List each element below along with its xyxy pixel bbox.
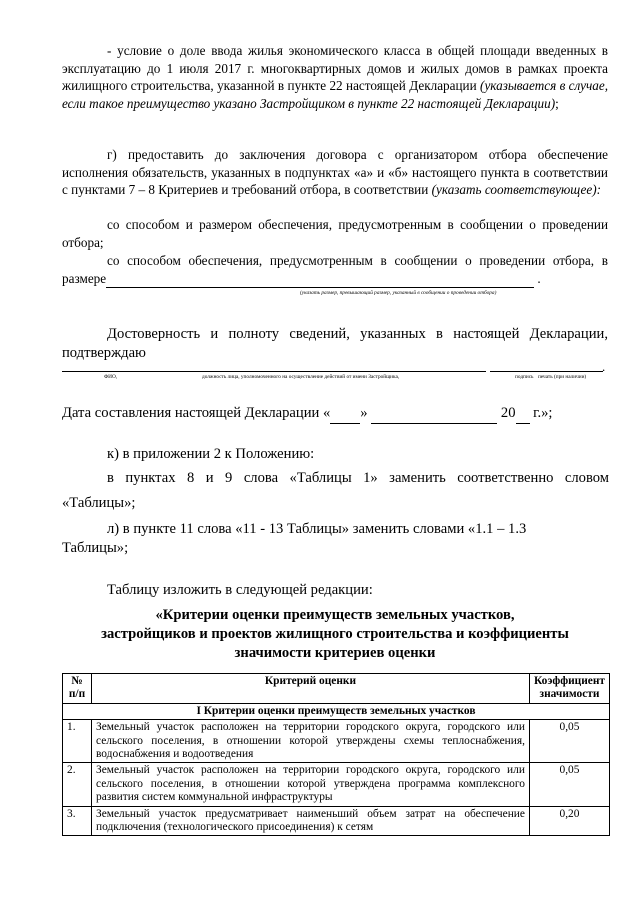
paragraph-date xyxy=(62,404,608,424)
section-title: I Критерии оценки преимуществ земельных участков xyxy=(63,703,610,719)
table-section-row xyxy=(63,703,610,719)
paragraph-points-8-9-cont xyxy=(62,494,608,513)
paragraph-points-8-9 xyxy=(107,469,609,488)
paragraph-text: в пунктах 8 и 9 слова «Таблицы 1» заменить соответственно словом xyxy=(107,470,609,486)
paragraph-text: к) в приложении 2 к Положению: xyxy=(107,446,315,462)
row-criterion: Земельный участок расположен на территории городского округа, городского или сельского поселения, в отношении которой утверждена программа комплексного развития систем коммунальной инфраструктуры xyxy=(92,763,530,806)
header-criterion: Критерий оценки xyxy=(92,674,530,704)
amount-blank-line xyxy=(106,270,534,289)
paragraph-security-option-1 xyxy=(62,216,608,251)
table-title-line: значимости критериев оценки xyxy=(234,645,436,661)
paragraph-text: ; xyxy=(555,95,559,111)
paragraph-text: » xyxy=(360,405,368,421)
row-coefficient: 0,20 xyxy=(529,806,609,836)
table-title-line: застройщиков и проектов жилищного строительства и коэффициенты xyxy=(101,626,569,642)
signature-line-sign xyxy=(490,371,603,372)
row-number: 3. xyxy=(63,806,92,836)
date-year-blank xyxy=(516,404,530,424)
row-number: 1. xyxy=(63,720,92,763)
date-day-blank xyxy=(330,404,360,424)
row-coefficient: 0,05 xyxy=(529,763,609,806)
table-title-line: «Критерии оценки преимуществ земельных участков, xyxy=(155,607,515,623)
paragraph-point-11-cont xyxy=(62,539,608,558)
paragraph-security-option-2 xyxy=(62,252,608,288)
paragraph-text: г) предоставить до заключения договора с организатором отбора обеспечение исполнения обязательств, указанных в подпунктах «а» и «б» настоящего пункта в соответствии с пунктами 7 – 8 Критериев и требований отбора, в соответствии xyxy=(62,147,608,197)
paragraph-text: г.»; xyxy=(529,405,553,421)
table-title xyxy=(62,606,608,663)
paragraph-point-11 xyxy=(107,520,547,539)
signature-line-name xyxy=(62,371,486,372)
row-number: 2. xyxy=(63,763,92,806)
paragraph-text: - условие о доле ввода жилья экономического класса в общей площади введенных в эксплуатацию до 1 июля 2017 г. многоквартирных домов и жилых домов в рамках проекта жилищного строительства, указанной в пункте 22 настоящей Декларации xyxy=(62,43,608,93)
table-header-row xyxy=(63,674,610,704)
signature-caption-seal: печать (при наличии) xyxy=(538,374,587,380)
paragraph-table-intro xyxy=(107,581,607,600)
row-coefficient: 0,05 xyxy=(529,720,609,763)
table-row xyxy=(63,806,610,836)
paragraph-italic-note: (указать соответствующее): xyxy=(431,182,602,197)
row-criterion: Земельный участок предусматривает наименьший объем затрат на обеспечение подключения (технологического присоединения) к сетям xyxy=(92,806,530,836)
paragraph-confirmation xyxy=(62,325,608,363)
header-number: № п/п xyxy=(63,674,92,704)
signature-caption-position: должность лица, уполномоченного на осуществление действий от имени Застройщика, xyxy=(202,374,400,380)
paragraph-text: со способом обеспечения, предусмотренным в сообщении о проведении отбора, в размере xyxy=(62,253,608,286)
signature-period: . xyxy=(602,359,606,374)
table-row xyxy=(63,720,610,763)
paragraph-text: . xyxy=(534,270,541,286)
amount-caption: (указать размер, превышающий размер, указанный в сообщении о проведении отбора) xyxy=(300,290,497,296)
paragraph-economy-class-condition xyxy=(62,42,608,112)
paragraph-annex-2 xyxy=(107,445,607,464)
paragraph-text: Таблицу изложить в следующей редакции: xyxy=(107,582,373,598)
paragraph-text: со способом и размером обеспечения, предусмотренным в сообщении о проведении отбора; xyxy=(62,217,608,250)
paragraph-text: Таблицы»; xyxy=(62,540,129,556)
paragraph-security-provision xyxy=(62,146,608,199)
table-row xyxy=(63,763,610,806)
header-coefficient: Коэффициент значимости xyxy=(529,674,609,704)
signature-caption-sign: подпись xyxy=(515,374,534,380)
paragraph-text: «Таблицы»; xyxy=(62,495,136,511)
date-month-blank xyxy=(371,404,497,424)
paragraph-text: Дата составления настоящей Декларации « xyxy=(62,405,331,421)
row-criterion: Земельный участок расположен на территории городского округа, городского или сельского поселения, в отношении которой утверждены схемы теплоснабжения, водоснабжения и водоотведения xyxy=(92,720,530,763)
criteria-table xyxy=(62,673,610,836)
paragraph-text: 20 xyxy=(500,405,516,421)
paragraph-text: Достоверность и полноту сведений, указанных в настоящей Декларации, подтверждаю xyxy=(62,326,608,361)
paragraph-text: л) в пункте 11 слова «11 - 13 Таблицы» заменить словами «1.1 – 1.3 xyxy=(107,521,527,537)
signature-caption-fio: ФИО, xyxy=(104,374,118,380)
paragraph-italic-note: (указывается в случае, если такое преимущество указано Застройщиком в пункте 22 настоящей Декларации) xyxy=(62,78,608,111)
